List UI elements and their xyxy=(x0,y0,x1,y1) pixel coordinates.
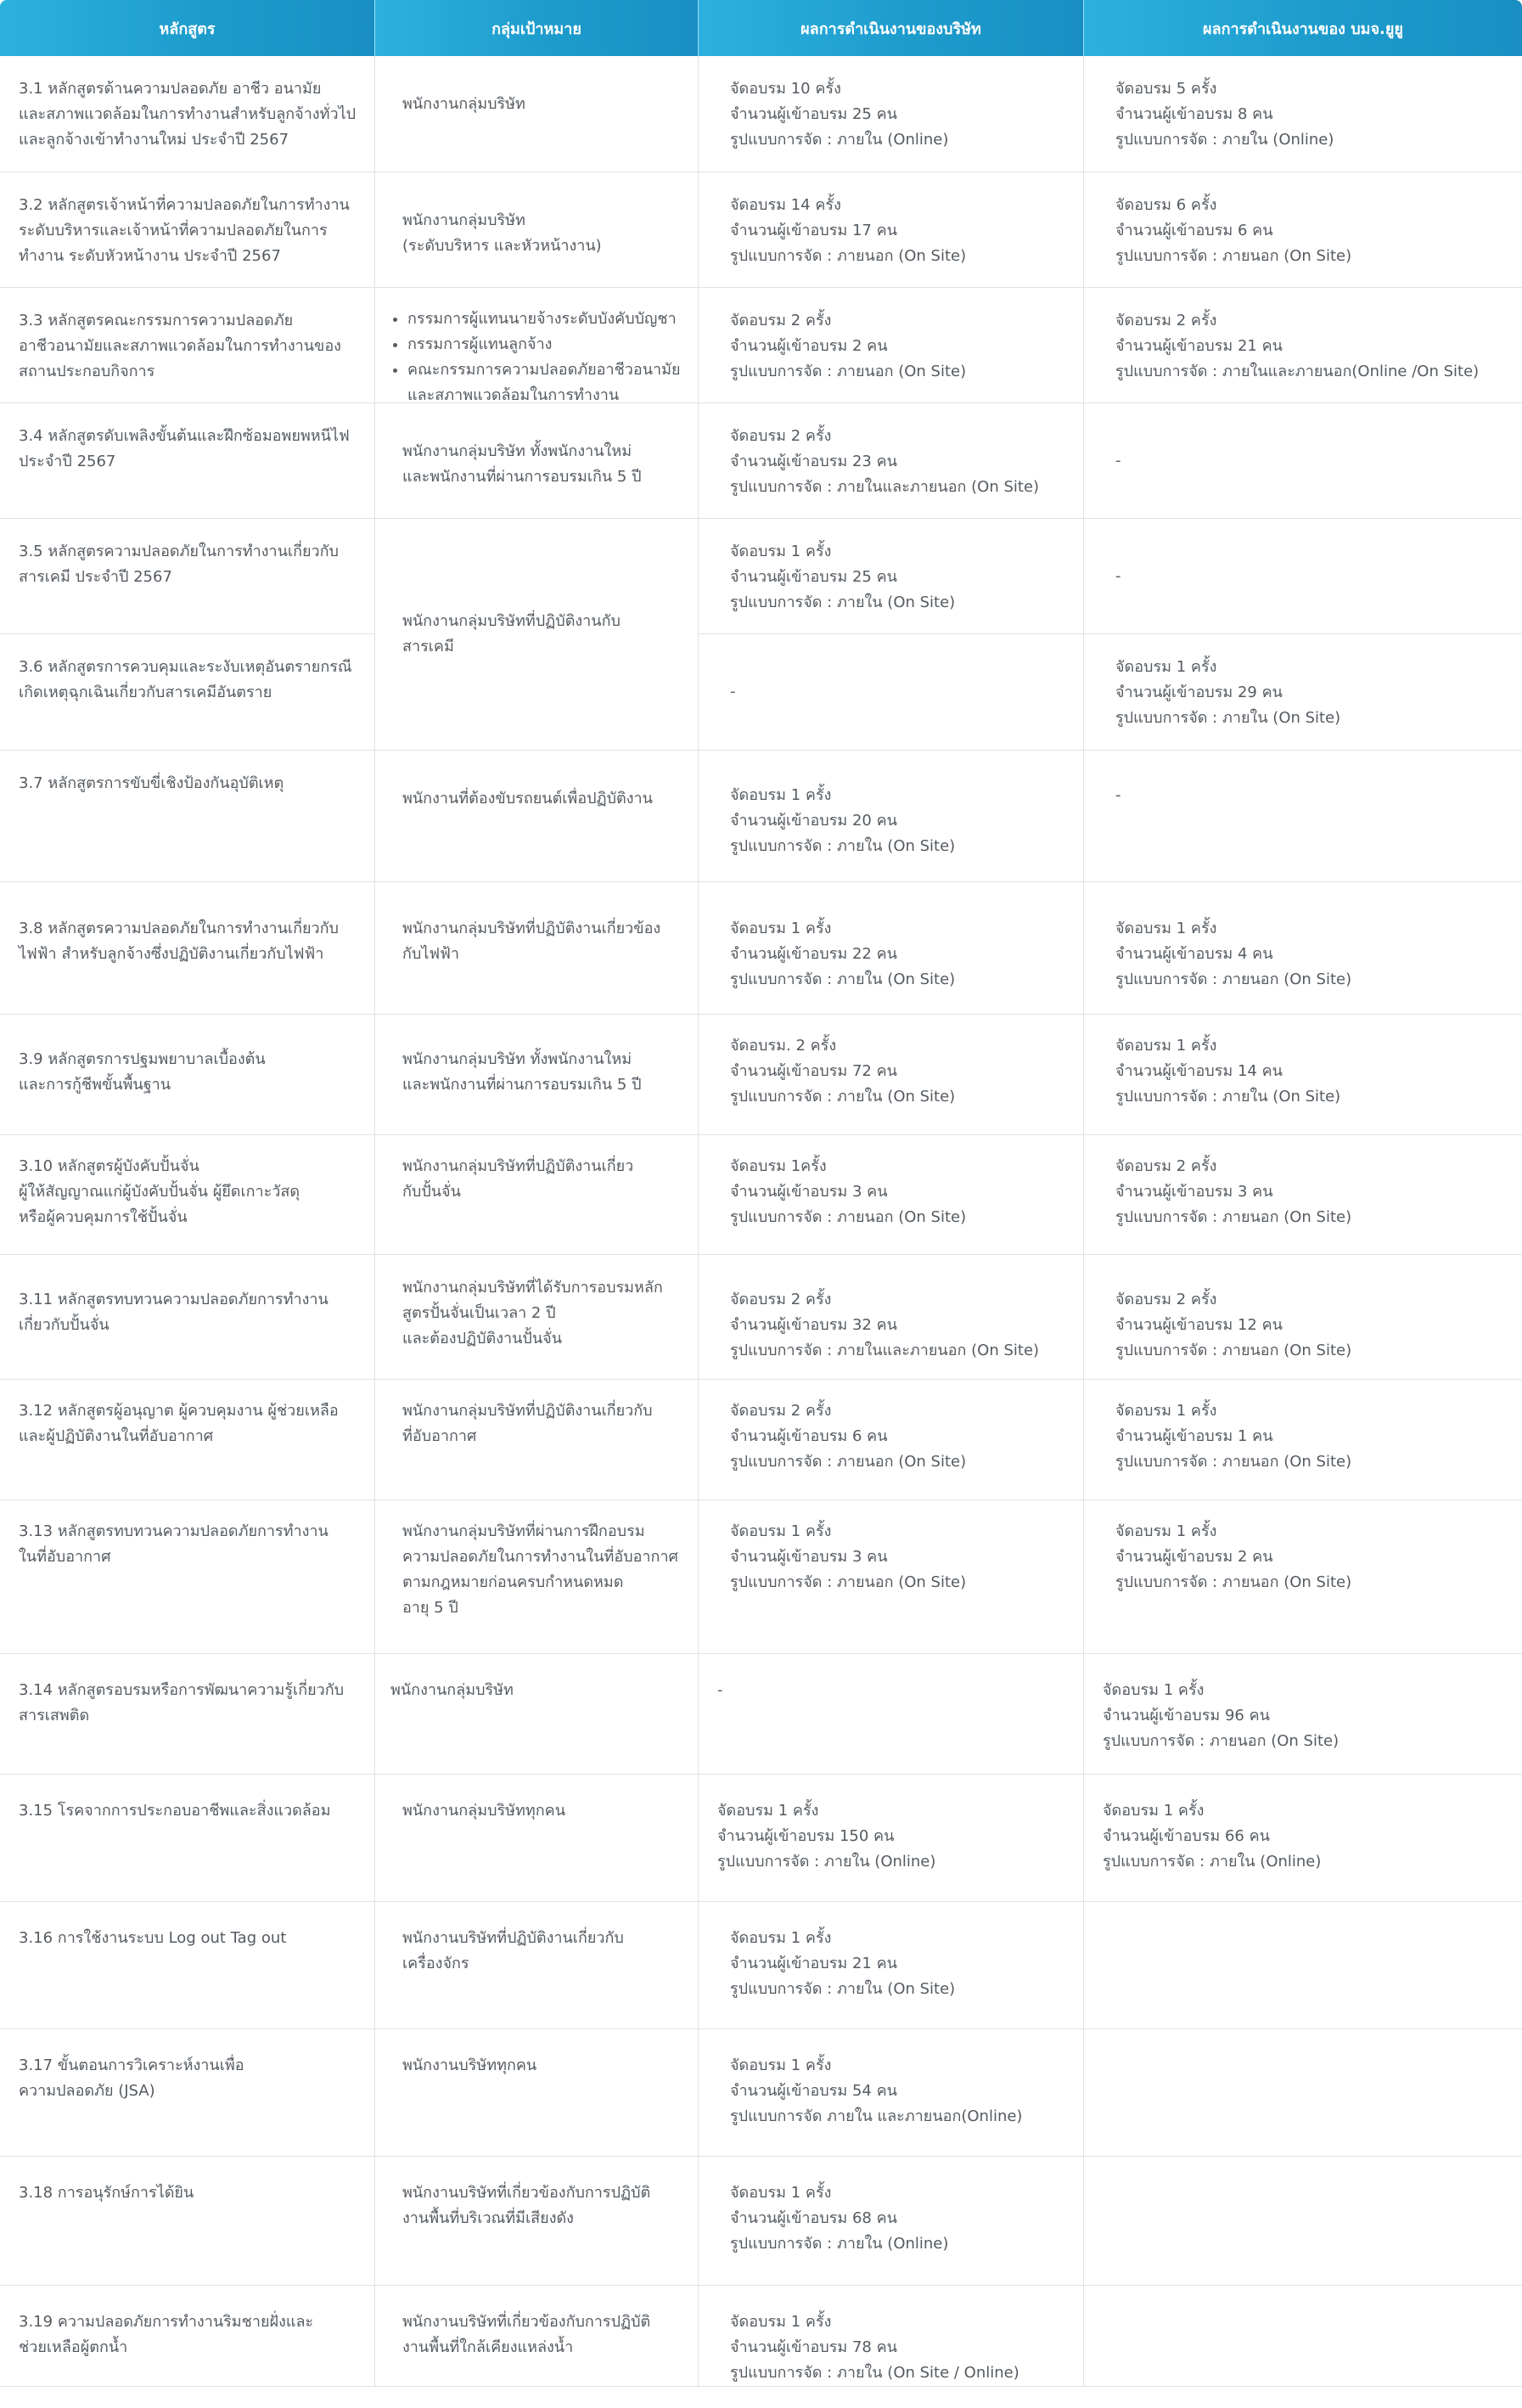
course-cell: 3.1 หลักสูตรด้านความปลอดภัย อาชีว อนามัย และสภาพแวดล้อมในการทำงานสำหรับลูกจ้างทั่วไป และลูกจ้างเข้าทำงานใหม่ ประจำปี 2567 xyxy=(0,56,375,172)
target-bullet-item: • กรรมการผู้แทนลูกจ้าง xyxy=(407,332,688,357)
company-result-cell: จัดอบรม 2 ครั้ง จำนวนผู้เข้าอบรม 2 คน รูปแบบการจัด : ภายนอก (On Site) xyxy=(699,288,1084,403)
company-result-cell: - xyxy=(699,1654,1084,1775)
target-cell: พนักงานกลุ่มบริษัทที่ปฏิบัติงานเกี่ยว กับปั้นจั่น xyxy=(375,1135,699,1255)
company-result-cell: จัดอบรม 2 ครั้ง จำนวนผู้เข้าอบรม 6 คน รูปแบบการจัด : ภายนอก (On Site) xyxy=(699,1380,1084,1500)
uu-result-cell xyxy=(1084,1902,1522,2029)
uu-result-cell xyxy=(1084,2286,1522,2387)
uu-result-cell xyxy=(1084,2157,1522,2286)
company-result-cell: จัดอบรม 1 ครั้ง จำนวนผู้เข้าอบรม 54 คน รูปแบบการจัด ภายใน และภายนอก(Online) xyxy=(699,2029,1084,2157)
company-result-cell: จัดอบรม 10 ครั้ง จำนวนผู้เข้าอบรม 25 คน รูปแบบการจัด : ภายใน (Online) xyxy=(699,56,1084,172)
company-result-cell: จัดอบรม. 2 ครั้ง จำนวนผู้เข้าอบรม 72 คน รูปแบบการจัด : ภายใน (On Site) xyxy=(699,1015,1084,1135)
course-cell: 3.4 หลักสูตรดับเพลิงขั้นต้นและฝึกซ้อมอพยพหนีไฟ ประจำปี 2567 xyxy=(0,403,375,519)
uu-result-cell xyxy=(1084,519,1522,634)
target-cell: พนักงานกลุ่มบริษัทที่ปฏิบัติงานเกี่ยวกับ ที่อับอากาศ xyxy=(375,1380,699,1500)
uu-result-cell: จัดอบรม 6 ครั้ง จำนวนผู้เข้าอบรม 6 คน รูปแบบการจัด : ภายนอก (On Site) xyxy=(1084,172,1522,288)
target-cell xyxy=(375,519,699,751)
uu-result-cell: จัดอบรม 1 ครั้ง จำนวนผู้เข้าอบรม 2 คน รูปแบบการจัด : ภายนอก (On Site) xyxy=(1084,1500,1522,1654)
course-cell: 3.14 หลักสูตรอบรมหรือการพัฒนาความรู้เกี่ยวกับ สารเสพติด xyxy=(0,1654,375,1775)
target-cell: พนักงานบริษัทที่เกี่ยวข้องกับการปฏิบัติ งานพื้นที่ใกล้เคียงแหล่งน้ำ xyxy=(375,2286,699,2387)
company-result-cell: จัดอบรม 1 ครั้ง จำนวนผู้เข้าอบรม 3 คน รูปแบบการจัด : ภายนอก (On Site) xyxy=(699,1500,1084,1654)
course-cell: 3.16 การใช้งานระบบ Log out Tag out xyxy=(0,1902,375,2029)
header-uu-results: ผลการดำเนินงานของ บมจ.ยูยู xyxy=(1084,0,1522,56)
uu-result-cell: จัดอบรม 1 ครั้ง จำนวนผู้เข้าอบรม 96 คน รูปแบบการจัด : ภายนอก (On Site) xyxy=(1084,1654,1522,1775)
target-text: พนักงานกลุ่มบริษัทที่ปฏิบัติงานกับ สารเคมี xyxy=(402,612,621,655)
company-result-cell: จัดอบรม 2 ครั้ง จำนวนผู้เข้าอบรม 32 คน รูปแบบการจัด : ภายในและภายนอก (On Site) xyxy=(699,1255,1084,1380)
empty-dash: - xyxy=(1115,566,1121,585)
target-cell: พนักงานบริษัททุกคน xyxy=(375,2029,699,2157)
target-cell xyxy=(375,288,699,403)
target-cell: พนักงานบริษัทที่เกี่ยวข้องกับการปฏิบัติ งานพื้นที่บริเวณที่มีเสียงดัง xyxy=(375,2157,699,2286)
company-result-cell: จัดอบรม 1 ครั้ง จำนวนผู้เข้าอบรม 22 คน รูปแบบการจัด : ภายใน (On Site) xyxy=(699,882,1084,1015)
course-cell: 3.19 ความปลอดภัยการทำงานริมชายฝั่งและ ช่วยเหลือผู้ตกน้ำ xyxy=(0,2286,375,2387)
target-cell: พนักงานกลุ่มบริษัททุกคน xyxy=(375,1775,699,1902)
empty-dash: - xyxy=(1115,786,1121,804)
target-cell: พนักงานกลุ่มบริษัท ทั้งพนักงานใหม่ และพนักงานที่ผ่านการอบรมเกิน 5 ปี xyxy=(375,403,699,519)
uu-result-cell: จัดอบรม 5 ครั้ง จำนวนผู้เข้าอบรม 8 คน รูปแบบการจัด : ภายใน (Online) xyxy=(1084,56,1522,172)
company-result-cell: จัดอบรม 1 ครั้ง จำนวนผู้เข้าอบรม 68 คน รูปแบบการจัด : ภายใน (Online) xyxy=(699,2157,1084,2286)
target-cell: พนักงานกลุ่มบริษัท xyxy=(375,56,699,172)
uu-result-cell: จัดอบรม 2 ครั้ง จำนวนผู้เข้าอบรม 12 คน รูปแบบการจัด : ภายนอก (On Site) xyxy=(1084,1255,1522,1380)
course-cell: 3.17 ขั้นตอนการวิเคราะห์งานเพื่อ ความปลอดภัย (JSA) xyxy=(0,2029,375,2157)
target-bullet-item: • กรรมการผู้แทนนายจ้างระดับบังคับบัญชา xyxy=(407,307,688,332)
company-result-cell: จัดอบรม 1 ครั้ง จำนวนผู้เข้าอบรม 20 คน รูปแบบการจัด : ภายใน (On Site) xyxy=(699,751,1084,882)
uu-result-cell: จัดอบรม 1 ครั้ง จำนวนผู้เข้าอบรม 1 คน รูปแบบการจัด : ภายนอก (On Site) xyxy=(1084,1380,1522,1500)
uu-result-cell: จัดอบรม 2 ครั้ง จำนวนผู้เข้าอบรม 21 คน รูปแบบการจัด : ภายในและภายนอก(Online /On Site) xyxy=(1084,288,1522,403)
course-cell: 3.5 หลักสูตรความปลอดภัยในการทำงานเกี่ยวกับ สารเคมี ประจำปี 2567 xyxy=(0,519,375,634)
uu-result-cell xyxy=(1084,2029,1522,2157)
target-cell: พนักงานบริษัทที่ปฏิบัติงานเกี่ยวกับ เครื่องจักร xyxy=(375,1902,699,2029)
target-cell: พนักงานกลุ่มบริษัทที่ได้รับการอบรมหลัก สูตรปั้นจั่นเป็นเวลา 2 ปี และต้องปฏิบัติงานปั้นจั่น xyxy=(375,1255,699,1380)
company-result-cell xyxy=(699,634,1084,751)
uu-result-cell xyxy=(1084,751,1522,882)
company-result-cell: จัดอบรม 1ครั้ง จำนวนผู้เข้าอบรม 3 คน รูปแบบการจัด : ภายนอก (On Site) xyxy=(699,1135,1084,1255)
course-cell: 3.9 หลักสูตรการปฐมพยาบาลเบื้องต้น และการกู้ชีพขั้นพื้นฐาน xyxy=(0,1015,375,1135)
company-result-cell: จัดอบรม 1 ครั้ง จำนวนผู้เข้าอบรม 25 คน รูปแบบการจัด : ภายใน (On Site) xyxy=(699,519,1084,634)
header-target-group: กลุ่มเป้าหมาย xyxy=(375,0,699,56)
target-cell: พนักงานกลุ่มบริษัทที่ปฏิบัติงานเกี่ยวข้อง กับไฟฟ้า xyxy=(375,882,699,1015)
target-cell: พนักงานกลุ่มบริษัทที่ผ่านการฝึกอบรม ความปลอดภัยในการทำงานในที่อับอากาศ ตามกฎหมายก่อนครบกำหนดหมด อายุ 5 ปี xyxy=(375,1500,699,1654)
course-cell: 3.10 หลักสูตรผู้บังคับปั้นจั่น ผู้ให้สัญญาณแก่ผู้บังคับปั้นจั่น ผู้ยึดเกาะวัสดุ หรือผู้ควบคุมการใช้ปั้นจั่น xyxy=(0,1135,375,1255)
header-course: หลักสูตร xyxy=(0,0,375,56)
target-bullet-item: • คณะกรรมการความปลอดภัยอาชีวอนามัย และสภาพแวดล้อมในการทำงาน xyxy=(407,357,688,403)
course-cell: 3.12 หลักสูตรผู้อนุญาต ผู้ควบคุมงาน ผู้ช่วยเหลือ และผู้ปฏิบัติงานในที่อับอากาศ xyxy=(0,1380,375,1500)
uu-result-cell: จัดอบรม 2 ครั้ง จำนวนผู้เข้าอบรม 3 คน รูปแบบการจัด : ภายนอก (On Site) xyxy=(1084,1135,1522,1255)
company-result-cell: จัดอบรม 14 ครั้ง จำนวนผู้เข้าอบรม 17 คน รูปแบบการจัด : ภายนอก (On Site) xyxy=(699,172,1084,288)
course-cell: 3.11 หลักสูตรทบทวนความปลอดภัยการทำงาน เกี่ยวกับปั้นจั่น xyxy=(0,1255,375,1380)
empty-dash: - xyxy=(730,683,736,700)
target-bullet-list xyxy=(387,307,688,403)
company-result-cell: จัดอบรม 2 ครั้ง จำนวนผู้เข้าอบรม 23 คน รูปแบบการจัด : ภายในและภายนอก (On Site) xyxy=(699,403,1084,519)
header-company-results: ผลการดำเนินงานของบริษัท xyxy=(699,0,1084,56)
uu-result-cell: จัดอบรม 1 ครั้ง จำนวนผู้เข้าอบรม 29 คน รูปแบบการจัด : ภายใน (On Site) xyxy=(1084,634,1522,751)
course-cell: 3.2 หลักสูตรเจ้าหน้าที่ความปลอดภัยในการทำงาน ระดับบริหารและเจ้าหน้าที่ความปลอดภัยในการ ทำงาน ระดับหัวหน้างาน ประจำปี 2567 xyxy=(0,172,375,288)
uu-result-cell: จัดอบรม 1 ครั้ง จำนวนผู้เข้าอบรม 4 คน รูปแบบการจัด : ภายนอก (On Site) xyxy=(1084,882,1522,1015)
company-result-cell: จัดอบรม 1 ครั้ง จำนวนผู้เข้าอบรม 150 คน รูปแบบการจัด : ภายใน (Online) xyxy=(699,1775,1084,1902)
target-cell: พนักงานกลุ่มบริษัท ทั้งพนักงานใหม่ และพนักงานที่ผ่านการอบรมเกิน 5 ปี xyxy=(375,1015,699,1135)
uu-result-cell: จัดอบรม 1 ครั้ง จำนวนผู้เข้าอบรม 14 คน รูปแบบการจัด : ภายใน (On Site) xyxy=(1084,1015,1522,1135)
company-result-cell: จัดอบรม 1 ครั้ง จำนวนผู้เข้าอบรม 21 คน รูปแบบการจัด : ภายใน (On Site) xyxy=(699,1902,1084,2029)
course-cell: 3.18 การอนุรักษ์การได้ยิน xyxy=(0,2157,375,2286)
uu-result-cell: จัดอบรม 1 ครั้ง จำนวนผู้เข้าอบรม 66 คน รูปแบบการจัด : ภายใน (Online) xyxy=(1084,1775,1522,1902)
uu-result-cell xyxy=(1084,403,1522,519)
course-cell: 3.7 หลักสูตรการขับขี่เชิงป้องกันอุบัติเหตุ xyxy=(0,751,375,882)
empty-dash: - xyxy=(1115,451,1121,470)
course-cell: 3.3 หลักสูตรคณะกรรมการความปลอดภัย อาชีวอนามัยและสภาพแวดล้อมในการทำงานของ สถานประกอบกิจการ xyxy=(0,288,375,403)
course-cell: 3.13 หลักสูตรทบทวนความปลอดภัยการทำงาน ในที่อับอากาศ xyxy=(0,1500,375,1654)
target-cell: พนักงานกลุ่มบริษัท xyxy=(375,1654,699,1775)
target-cell: พนักงานกลุ่มบริษัท (ระดับบริหาร และหัวหน้างาน) xyxy=(375,172,699,288)
course-cell: 3.8 หลักสูตรความปลอดภัยในการทำงานเกี่ยวกับ ไฟฟ้า สำหรับลูกจ้างซึ่งปฏิบัติงานเกี่ยวกับไฟฟ้า xyxy=(0,882,375,1015)
target-cell: พนักงานที่ต้องขับรถยนต์เพื่อปฏิบัติงาน xyxy=(375,751,699,882)
course-cell: 3.6 หลักสูตรการควบคุมและระงับเหตุอันตรายกรณี เกิดเหตุฉุกเฉินเกี่ยวกับสารเคมีอันตราย xyxy=(0,634,375,751)
company-result-cell: จัดอบรม 1 ครั้ง จำนวนผู้เข้าอบรม 78 คน รูปแบบการจัด : ภายใน (On Site / Online) xyxy=(699,2286,1084,2387)
course-cell: 3.15 โรคจากการประกอบอาชีพและสิ่งแวดล้อม xyxy=(0,1775,375,1902)
